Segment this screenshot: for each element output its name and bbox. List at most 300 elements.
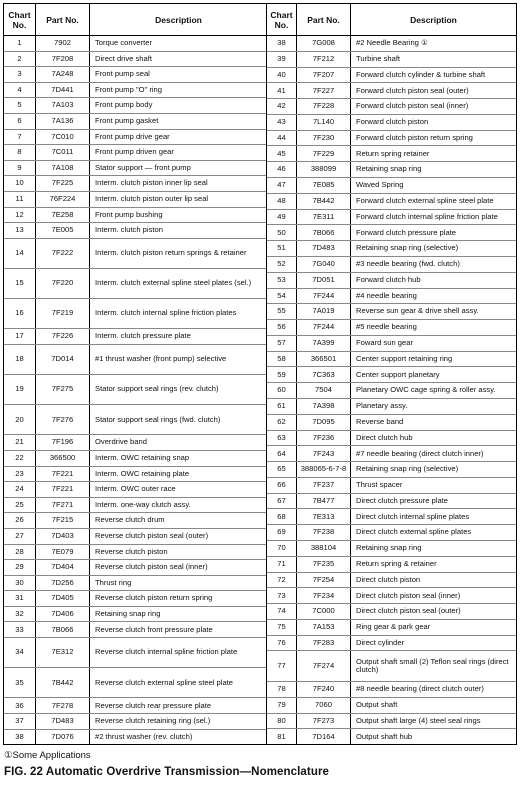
chart-no-cell: 55	[267, 304, 297, 319]
description-cell: Output shaft	[356, 700, 398, 709]
description-cell: Stator support seal rings (fwd. clutch)	[95, 414, 221, 424]
part-no-cell: 7F196	[36, 435, 90, 450]
table-row	[4, 730, 266, 745]
part-no-cell: 7F230	[297, 131, 351, 146]
table-row	[267, 509, 516, 525]
chart-no-cell: 38	[4, 730, 36, 745]
chart-no-cell: 3	[4, 67, 36, 82]
description-cell: Reverse band	[356, 416, 404, 426]
table-row	[4, 545, 266, 561]
header-description: Description	[410, 14, 457, 25]
description-cell: Foward sun gear	[356, 338, 413, 348]
chart-no-cell: 45	[267, 146, 297, 161]
part-no-cell: 7F238	[297, 525, 351, 540]
table-row	[267, 651, 516, 682]
table-row	[267, 289, 516, 305]
part-no-cell: 7F240	[297, 682, 351, 697]
part-no-cell: 7F273	[297, 714, 351, 729]
chart-no-cell: 32	[4, 607, 36, 622]
table-row	[4, 576, 266, 592]
table-row	[4, 607, 266, 623]
chart-no-cell: 4	[4, 83, 36, 98]
table-row	[267, 68, 516, 84]
description-cell: Forward clutch piston return spring	[356, 132, 473, 142]
table-row	[267, 352, 516, 368]
table-row	[267, 273, 516, 289]
chart-no-cell: 75	[267, 620, 297, 635]
table-header	[4, 4, 266, 36]
chart-no-cell: 48	[267, 194, 297, 209]
chart-no-cell: 8	[4, 145, 36, 160]
table-row	[267, 573, 516, 589]
part-no-cell: 7F228	[297, 99, 351, 114]
table-row	[267, 415, 516, 431]
description-cell: Torque converter	[95, 38, 152, 48]
table-header	[267, 4, 516, 36]
description-cell: Interm. OWC retaining snap	[95, 453, 190, 463]
part-no-cell: 7D403	[36, 529, 90, 544]
table-right-half	[267, 4, 516, 744]
part-no-cell: 7F276	[36, 405, 90, 434]
header-part-no: Part No.	[36, 4, 90, 35]
chart-no-cell: 2	[4, 52, 36, 67]
chart-no-cell: 10	[4, 176, 36, 191]
part-no-cell: 7F278	[36, 698, 90, 713]
table-row	[267, 115, 516, 131]
description-cell: Return spring retainer	[356, 148, 430, 158]
description-cell: Interm. clutch piston outer lip seal	[95, 194, 209, 204]
part-no-cell: 7L140	[297, 115, 351, 130]
description-cell: #4 needle bearing	[356, 290, 417, 300]
chart-no-cell: 65	[267, 462, 297, 477]
description-cell: Retaining snap ring	[356, 543, 422, 553]
part-no-cell: 7D483	[297, 241, 351, 256]
chart-no-cell: 34	[4, 638, 36, 667]
table-row	[267, 210, 516, 226]
part-no-cell: 7F271	[36, 498, 90, 513]
description-cell: Forward clutch piston seal (outer)	[356, 85, 469, 95]
table-row	[4, 239, 266, 269]
chart-no-cell: 80	[267, 714, 297, 729]
table-left-half	[4, 4, 267, 744]
description-cell: Reverse sun gear & drive shell assy.	[356, 306, 479, 316]
description-cell: Retaining snap ring	[356, 164, 422, 174]
chart-no-cell: 30	[4, 576, 36, 591]
table-row	[4, 638, 266, 668]
chart-no-cell: 29	[4, 560, 36, 575]
part-no-cell: 7F229	[297, 146, 351, 161]
table-row	[4, 98, 266, 114]
description-cell: Reverse clutch external spline steel plate	[95, 677, 234, 687]
part-no-cell: 7F221	[36, 482, 90, 497]
chart-no-cell: 24	[4, 482, 36, 497]
chart-no-cell: 18	[4, 345, 36, 374]
table-row	[267, 52, 516, 68]
part-no-cell: 7B066	[36, 622, 90, 637]
table-row	[4, 451, 266, 467]
table-body-right	[267, 36, 516, 744]
part-no-cell: 388099	[297, 162, 351, 177]
part-no-cell: 7A103	[36, 98, 90, 113]
chart-no-cell: 56	[267, 320, 297, 335]
description-cell: Interm. clutch piston	[95, 225, 163, 235]
chart-no-cell: 26	[4, 513, 36, 528]
table-row	[4, 482, 266, 498]
table-row	[4, 145, 266, 161]
chart-no-cell: 23	[4, 467, 36, 482]
part-no-cell: 7D076	[36, 730, 90, 745]
table-row	[267, 194, 516, 210]
part-no-cell: 7D014	[36, 345, 90, 374]
description-cell: Interm. clutch pressure plate	[95, 331, 191, 341]
chart-no-cell: 62	[267, 415, 297, 430]
chart-no-cell: 81	[267, 729, 297, 744]
table-row	[267, 431, 516, 447]
part-no-cell: 7A398	[297, 399, 351, 414]
part-no-cell: 7E079	[36, 545, 90, 560]
table-row	[267, 557, 516, 573]
description-cell: Interm. one-way clutch assy.	[95, 499, 191, 509]
table-row	[267, 399, 516, 415]
description-cell: Reverse clutch internal spline friction plate	[95, 647, 238, 657]
chart-no-cell: 70	[267, 541, 297, 556]
table-row	[4, 208, 266, 224]
part-no-cell: 7E312	[36, 638, 90, 667]
description-cell: Direct clutch piston seal (outer)	[356, 606, 461, 616]
description-cell: Output shaft hub	[356, 731, 413, 741]
table-row	[267, 541, 516, 557]
chart-no-cell: 35	[4, 668, 36, 697]
table-row	[267, 257, 516, 273]
chart-no-cell: 31	[4, 591, 36, 606]
chart-no-cell: 76	[267, 636, 297, 651]
part-no-cell: 7E085	[297, 178, 351, 193]
table-row	[4, 329, 266, 345]
part-no-cell: 7G040	[297, 257, 351, 272]
table-row	[267, 225, 516, 241]
description-cell: Direct clutch piston seal (inner)	[356, 590, 461, 600]
part-no-cell: 7F274	[297, 651, 351, 681]
description-cell: Direct clutch piston	[356, 574, 421, 584]
table-row	[267, 178, 516, 194]
description-cell: Planetary OWC cage spring & roller assy.	[356, 385, 496, 395]
table-row	[267, 604, 516, 620]
chart-no-cell: 14	[4, 239, 36, 268]
table-row	[267, 588, 516, 604]
description-cell: Reverse clutch piston	[95, 546, 168, 556]
table-row	[4, 36, 266, 52]
table-row	[4, 299, 266, 329]
description-cell: Direct cylinder	[356, 637, 405, 647]
table-row	[4, 269, 266, 299]
description-cell: Turbine shaft	[356, 53, 401, 63]
table-row	[4, 345, 266, 375]
table-row	[4, 130, 266, 146]
table-row	[4, 435, 266, 451]
chart-no-cell: 27	[4, 529, 36, 544]
part-no-cell: 7C011	[36, 145, 90, 160]
part-no-cell: 7D164	[297, 729, 351, 744]
chart-no-cell: 1	[4, 36, 36, 51]
description-cell: Planetary assy.	[356, 401, 408, 411]
table-row	[4, 405, 266, 435]
chart-no-cell: 52	[267, 257, 297, 272]
description-cell: Retaining snap ring (selective)	[356, 243, 459, 253]
description-cell: Overdrive band	[95, 437, 147, 447]
chart-no-cell: 58	[267, 352, 297, 367]
part-no-cell: 7F236	[297, 431, 351, 446]
description-cell: Interm. OWC outer race	[95, 484, 176, 494]
footnote: ①Some Applications	[4, 750, 91, 761]
part-no-cell: 388065-6-7-8	[297, 462, 351, 477]
description-cell: Front pump drive gear	[95, 131, 170, 141]
chart-no-cell: 59	[267, 367, 297, 382]
description-cell: #1 thrust washer (front pump) selective	[95, 354, 227, 364]
description-cell: Retaining snap ring (selective)	[356, 464, 459, 474]
description-cell: Thrust ring	[95, 577, 132, 587]
part-no-cell: 7F243	[297, 446, 351, 461]
table-row	[4, 668, 266, 698]
chart-no-cell: 33	[4, 622, 36, 637]
part-no-cell: 7D404	[36, 560, 90, 575]
part-no-cell: 7F275	[36, 375, 90, 404]
chart-no-cell: 68	[267, 509, 297, 524]
description-cell: Stator support — front pump	[95, 162, 191, 172]
table-row	[4, 560, 266, 576]
description-cell: #7 needle bearing (direct clutch inner)	[356, 448, 484, 458]
chart-no-cell: 57	[267, 336, 297, 351]
description-cell: Interm. OWC retaining plate	[95, 468, 190, 478]
part-no-cell: 7F244	[297, 289, 351, 304]
chart-no-cell: 60	[267, 383, 297, 398]
description-cell: Thrust spacer	[356, 480, 403, 490]
chart-no-cell: 6	[4, 114, 36, 129]
chart-no-cell: 39	[267, 52, 297, 67]
chart-no-cell: 79	[267, 698, 297, 713]
chart-no-cell: 28	[4, 545, 36, 560]
description-cell: #3 needle bearing (fwd. clutch)	[356, 259, 460, 269]
description-cell: Return spring & retainer	[356, 558, 437, 568]
description-cell: Forward clutch hub	[356, 274, 421, 284]
part-no-cell: 7F221	[36, 467, 90, 482]
description-cell: Direct clutch external spline plates	[356, 527, 472, 537]
chart-no-cell: 42	[267, 99, 297, 114]
table-row	[267, 131, 516, 147]
table-row	[4, 161, 266, 177]
table-row	[267, 462, 516, 478]
part-no-cell: 7E311	[297, 210, 351, 225]
table-row	[4, 591, 266, 607]
description-cell: Forward clutch internal spline friction plate	[356, 211, 498, 221]
part-no-cell: 7F234	[297, 588, 351, 603]
description-cell: Direct clutch hub	[356, 432, 413, 442]
chart-no-cell: 54	[267, 289, 297, 304]
description-cell: Front pump gasket	[95, 116, 159, 126]
description-cell: Forward clutch piston seal (inner)	[356, 101, 469, 111]
chart-no-cell: 36	[4, 698, 36, 713]
description-cell: Direct clutch pressure plate	[356, 495, 449, 505]
table-row	[4, 622, 266, 638]
table-row	[4, 698, 266, 714]
header-chart-no: Chart No.	[4, 4, 36, 35]
part-no-cell: 7A153	[297, 620, 351, 635]
description-cell: Reverse clutch retaining ring (sel.)	[95, 716, 211, 726]
chart-no-cell: 37	[4, 714, 36, 729]
chart-no-cell: 21	[4, 435, 36, 450]
part-no-cell: 7B442	[36, 668, 90, 697]
chart-no-cell: 53	[267, 273, 297, 288]
chart-no-cell: 51	[267, 241, 297, 256]
chart-no-cell: 25	[4, 498, 36, 513]
table-row	[267, 146, 516, 162]
chart-no-cell: 40	[267, 68, 297, 83]
description-cell: #2 Needle Bearing ①	[356, 38, 428, 48]
description-cell: Reverse clutch rear pressure plate	[95, 700, 212, 710]
chart-no-cell: 74	[267, 604, 297, 619]
header-part-no: Part No.	[297, 4, 351, 35]
table-row	[267, 714, 516, 730]
description-cell: Forward clutch external spline steel plate	[356, 196, 494, 205]
description-cell: Stator support seal rings (rev. clutch)	[95, 384, 219, 394]
figure-caption: FIG. 22 Automatic Overdrive Transmission—Nomenclature	[4, 766, 330, 778]
part-no-cell: 7A108	[36, 161, 90, 176]
part-no-cell: 7F283	[297, 636, 351, 651]
description-cell: Direct drive shaft	[95, 53, 152, 63]
part-no-cell: 7B477	[297, 494, 351, 509]
part-no-cell: 7E005	[36, 223, 90, 238]
chart-no-cell: 16	[4, 299, 36, 328]
description-cell: #2 thrust washer (rev. clutch)	[95, 731, 193, 741]
part-no-cell: 366500	[36, 451, 90, 466]
table-row	[4, 223, 266, 239]
chart-no-cell: 63	[267, 431, 297, 446]
part-no-cell: 7E313	[297, 509, 351, 524]
chart-no-cell: 46	[267, 162, 297, 177]
part-no-cell: 76F224	[36, 192, 90, 207]
part-no-cell: 7902	[36, 36, 90, 51]
table-row	[267, 494, 516, 510]
table-row	[4, 83, 266, 99]
description-cell: Forward clutch cylinder & turbine shaft	[356, 69, 486, 79]
description-cell: Retaining snap ring	[95, 608, 161, 618]
part-no-cell: 7D483	[36, 714, 90, 729]
chart-no-cell: 61	[267, 399, 297, 414]
chart-no-cell: 22	[4, 451, 36, 466]
table-row	[4, 529, 266, 545]
description-cell: Forward clutch piston	[356, 117, 429, 127]
part-no-cell: 7F215	[36, 513, 90, 528]
chart-no-cell: 13	[4, 223, 36, 238]
description-cell: Interm. clutch piston inner lip seal	[95, 178, 208, 188]
part-no-cell: 7D406	[36, 607, 90, 622]
table-row	[267, 304, 516, 320]
description-cell: Interm. clutch piston return springs & retainer	[95, 248, 247, 258]
chart-no-cell: 67	[267, 494, 297, 509]
table-row	[267, 446, 516, 462]
table-row	[267, 99, 516, 115]
chart-no-cell: 78	[267, 682, 297, 697]
table-row	[267, 336, 516, 352]
description-cell: Front pump driven gear	[95, 147, 174, 157]
chart-no-cell: 73	[267, 588, 297, 603]
part-no-cell: 7F237	[297, 478, 351, 493]
table-row	[267, 241, 516, 257]
chart-no-cell: 72	[267, 573, 297, 588]
chart-no-cell: 64	[267, 446, 297, 461]
part-no-cell: 7D051	[297, 273, 351, 288]
chart-no-cell: 50	[267, 225, 297, 240]
nomenclature-table	[3, 3, 517, 745]
part-no-cell: 7F254	[297, 573, 351, 588]
description-cell: Output shaft large (4) steel seal rings	[356, 715, 481, 725]
chart-no-cell: 69	[267, 525, 297, 540]
chart-no-cell: 77	[267, 651, 297, 681]
table-row	[267, 698, 516, 714]
table-body-left	[4, 36, 266, 744]
chart-no-cell: 11	[4, 192, 36, 207]
part-no-cell: 7C000	[297, 604, 351, 619]
description-cell: Reverse clutch piston return spring	[95, 593, 213, 603]
description-cell: Center support retaining ring	[356, 353, 453, 363]
chart-no-cell: 44	[267, 131, 297, 146]
description-cell: Waved Spring	[356, 180, 404, 190]
table-row	[4, 375, 266, 405]
part-no-cell: 7F222	[36, 239, 90, 268]
description-cell: #5 needle bearing	[356, 322, 417, 332]
chart-no-cell: 15	[4, 269, 36, 298]
chart-no-cell: 41	[267, 83, 297, 98]
chart-no-cell: 19	[4, 375, 36, 404]
part-no-cell: 7F208	[36, 52, 90, 67]
part-no-cell: 7C363	[297, 367, 351, 382]
description-cell: #8 needle bearing (direct clutch outer)	[356, 684, 484, 694]
part-no-cell: 7A019	[297, 304, 351, 319]
part-no-cell: 7G008	[297, 36, 351, 51]
table-row	[4, 513, 266, 529]
description-cell: Reverse clutch piston seal (inner)	[95, 562, 208, 572]
description-cell: Ring gear & park gear	[356, 622, 431, 632]
part-no-cell: 7F225	[36, 176, 90, 191]
part-no-cell: 7F212	[297, 52, 351, 67]
table-row	[267, 320, 516, 336]
part-no-cell: 7F227	[297, 83, 351, 98]
description-cell: Front pump body	[95, 100, 153, 110]
table-row	[4, 192, 266, 208]
table-row	[267, 636, 516, 652]
part-no-cell: 7B066	[297, 225, 351, 240]
chart-no-cell: 38	[267, 36, 297, 51]
description-cell: Interm. clutch external spline steel plates (sel.)	[95, 278, 252, 288]
chart-no-cell: 49	[267, 210, 297, 225]
table-row	[4, 114, 266, 130]
description-cell: Direct clutch internal spline plates	[356, 511, 470, 521]
table-row	[267, 729, 516, 744]
part-no-cell: 7F235	[297, 557, 351, 572]
chart-no-cell: 5	[4, 98, 36, 113]
description-cell: Interm. clutch internal spline friction plates	[95, 308, 237, 318]
description-cell: Front pump bushing	[95, 209, 163, 219]
part-no-cell: 7A136	[36, 114, 90, 129]
description-cell: Output shaft small (2) Teflon seal rings (direct clutch)	[356, 656, 509, 675]
table-row	[4, 67, 266, 83]
table-row	[267, 682, 516, 698]
description-cell: Center support planetary	[356, 369, 440, 379]
table-row	[267, 620, 516, 636]
part-no-cell: 7F219	[36, 299, 90, 328]
chart-no-cell: 66	[267, 478, 297, 493]
part-no-cell: 7D256	[36, 576, 90, 591]
chart-no-cell: 47	[267, 178, 297, 193]
